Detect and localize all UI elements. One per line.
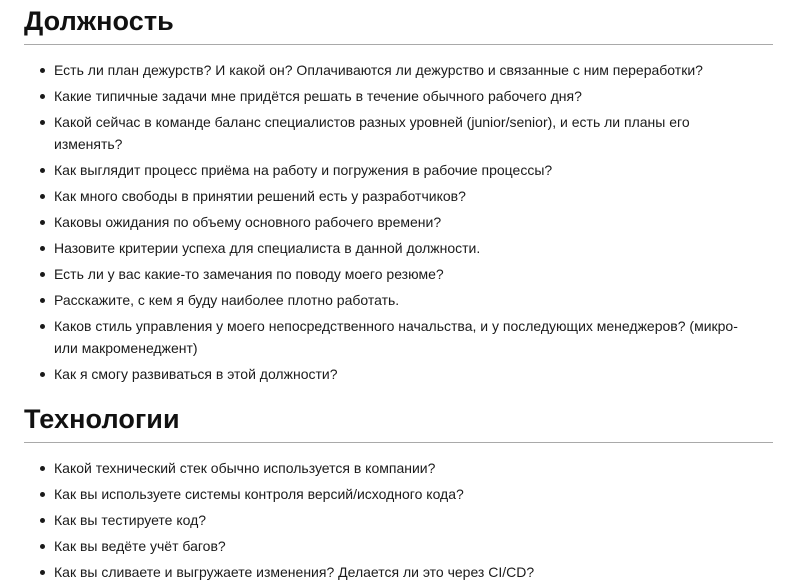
list-item — [24, 535, 773, 557]
section-heading: Должность — [24, 6, 174, 36]
list-item — [24, 509, 773, 531]
bullet-icon — [40, 68, 45, 73]
list-item-text: Как я смогу развиваться в этой должности? — [54, 366, 338, 382]
list-item — [24, 457, 773, 479]
bullet-icon — [40, 544, 45, 549]
bullet-icon — [40, 518, 45, 523]
bullet-icon — [40, 466, 45, 471]
section-divider — [24, 44, 773, 45]
list-item — [24, 111, 734, 155]
list-item — [24, 363, 773, 385]
bullet-icon — [40, 194, 45, 199]
list-item — [24, 159, 773, 181]
list-item-text: Как вы тестируете код? — [54, 512, 207, 528]
list-item — [24, 59, 773, 81]
section-position — [24, 4, 773, 389]
list-item-text: Как много свободы в принятии решений есть у разработчиков? — [54, 188, 466, 204]
list-item — [24, 211, 773, 233]
bullet-icon — [40, 120, 45, 125]
list-item-text: Есть ли у вас какие-то замечания по поводу моего резюме? — [54, 266, 444, 282]
bullet-icon — [40, 298, 45, 303]
list-item — [24, 237, 773, 259]
bullet-icon — [40, 272, 45, 277]
list-item — [24, 561, 773, 583]
list-item-text: Каковы ожидания по объему основного рабочего времени? — [54, 214, 442, 230]
list-item — [24, 289, 773, 311]
list-item — [24, 263, 773, 285]
list-item — [24, 483, 773, 505]
list-item-text: Есть ли план дежурств? И какой он? Оплачиваются ли дежурство и связанные с ним переработки? — [54, 62, 703, 78]
bullet-icon — [40, 168, 45, 173]
bullet-icon — [40, 492, 45, 497]
technology-question-list — [24, 457, 773, 583]
list-item-text: Расскажите, с кем я буду наиболее плотно работать. — [54, 292, 400, 308]
list-item-text: Как вы используете системы контроля версий/исходного кода? — [54, 486, 464, 502]
list-item — [24, 85, 773, 107]
section-divider — [24, 442, 773, 443]
list-item-text: Как вы ведёте учёт багов? — [54, 538, 226, 554]
position-question-list — [24, 59, 773, 385]
list-item-text: Какие типичные задачи мне придётся решать в течение обычного рабочего дня? — [54, 88, 582, 104]
list-item — [24, 185, 773, 207]
bullet-icon — [40, 570, 45, 575]
list-item-text: Каков стиль управления у моего непосредственного начальства, и у последующих менеджеров? (микро- или макроменеджент) — [54, 318, 738, 356]
bullet-icon — [40, 372, 45, 377]
bullet-icon — [40, 324, 45, 329]
list-item-text: Назовите критерии успеха для специалиста в данной должности. — [54, 240, 481, 256]
list-item-text: Какой технический стек обычно используется в компании? — [54, 460, 436, 476]
bullet-icon — [40, 94, 45, 99]
section-technologies — [24, 402, 773, 587]
list-item — [24, 315, 754, 359]
bullet-icon — [40, 220, 45, 225]
list-item-text: Как выглядит процесс приёма на работу и погружения в рабочие процессы? — [54, 162, 553, 178]
bullet-icon — [40, 246, 45, 251]
section-heading: Технологии — [24, 404, 180, 434]
list-item-text: Как вы сливаете и выгружаете изменения? Делается ли это через CI/CD? — [54, 564, 535, 580]
list-item-text: Какой сейчас в команде баланс специалистов разных уровней (junior/senior), и есть ли планы его изменять? — [54, 114, 690, 152]
